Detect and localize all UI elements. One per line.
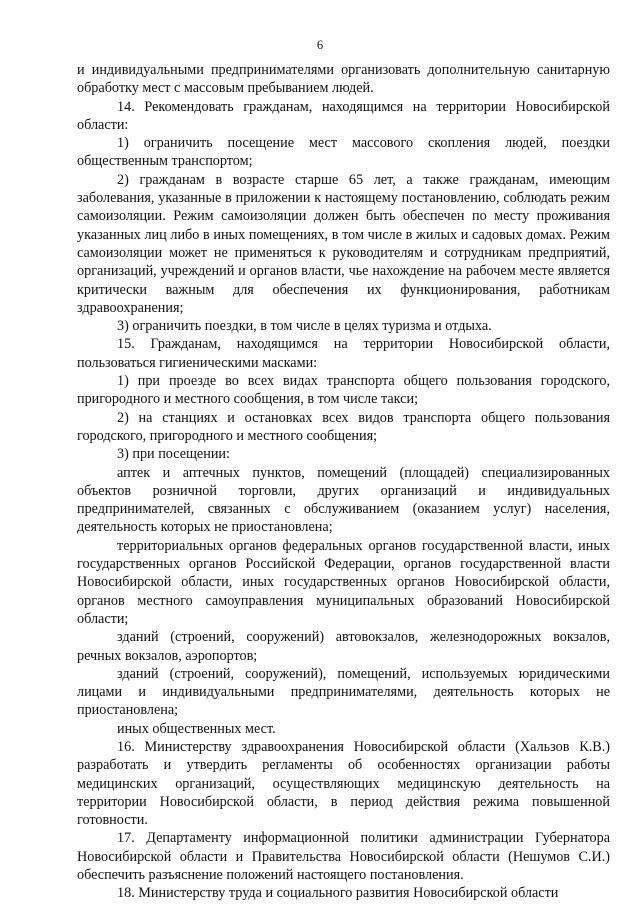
- document-body: [77, 61, 610, 903]
- paragraph-visit-authorities: территориальных органов федеральных органов государственной власти, иных государственных органов Российской Федерации, органов государственной власти Новосибирской области, иных государственных органов Новосибирской области, органов местного самоуправления муниципальных образований Новосибирской области;: [77, 537, 610, 627]
- paragraph-subitem-15-3: 3) при посещении:: [117, 446, 230, 463]
- page-number: 6: [316, 38, 324, 52]
- paragraph-subitem-15-1: 1) при проезде во всех видах транспорта общего пользования городского, пригородного и местного сообщения, в том числе такси;: [77, 373, 610, 408]
- paragraph-subitem-14-3: 3) ограничить поездки, в том числе в целях туризма и отдыха.: [117, 318, 492, 335]
- paragraph-visit-pharmacies: аптек и аптечных пунктов, помещений (площадей) специализированных объектов розничной торговли, других организаций и индивидуальных предпринимателей, связанных с обслуживанием (оказанием услуг) населения, деятельность которых не приостановлена;: [77, 464, 610, 536]
- paragraph-item-15: 15. Гражданам, находящимся на территории Новосибирской области, пользоваться гигиеническими масками:: [77, 336, 610, 371]
- paragraph-item-16: 16. Министерству здравоохранения Новосибирской области (Хальзов К.В.) разработать и утвердить регламенты об особенностях организации работы медицинских организаций, осуществляющих медицинскую деятельность на территории Новосибирской области, в период действия режима повышенной готовности.: [77, 738, 610, 829]
- paragraph-subitem-14-2: 2) гражданам в возрасте старше 65 лет, а также гражданам, имеющим заболевания, указанные в приложении к настоящему постановлению, соблюдать режим самоизоляции. Режим самоизоляции должен быть обеспечен по месту проживания указанных лиц либо в иных помещениях, в том числе в жилых и садовых домах. Режим самоизоляции может не применяться к руководителям и сотрудникам предприятий, организаций, учреждений и органов власти, чье нахождение на рабочем месте является критически важным для обеспечения их функционирования, работникам здравоохранения;: [77, 171, 610, 316]
- paragraph-visit-stations: зданий (строений, сооружений) автовокзалов, железнодорожных вокзалов, речных вокзалов, аэропортов;: [77, 629, 610, 664]
- paragraph-item-17: 17. Департаменту информационной политики администрации Губернатора Новосибирской области и Правительства Новосибирской области (Нешумов С.И.) обеспечить разъяснение положений настоящего постановления.: [77, 830, 610, 884]
- paragraph-visit-premises: зданий (строений, сооружений), помещений, используемых юридическими лицами и индивидуальными предпринимателями, деятельность которых не приостановлена;: [77, 665, 610, 719]
- paragraph-item-18: 18. Министерству труда и социального развития Новосибирской области: [117, 885, 559, 902]
- paragraph-continuation: и индивидуальными предпринимателями организовать дополнительную санитарную обработку мест с массовым пребыванием людей.: [77, 62, 610, 97]
- paragraph-subitem-15-2: 2) на станциях и остановках всех видов транспорта общего пользования городского, пригородного и местного сообщения;: [77, 409, 610, 444]
- paragraph-visit-public-places: иных общественных мест.: [117, 720, 276, 737]
- paragraph-item-14: 14. Рекомендовать гражданам, находящимся на территории Новосибирской области:: [77, 98, 610, 133]
- paragraph-subitem-14-1: 1) ограничить посещение мест массового скопления людей, поездки общественным транспортом;: [77, 135, 610, 170]
